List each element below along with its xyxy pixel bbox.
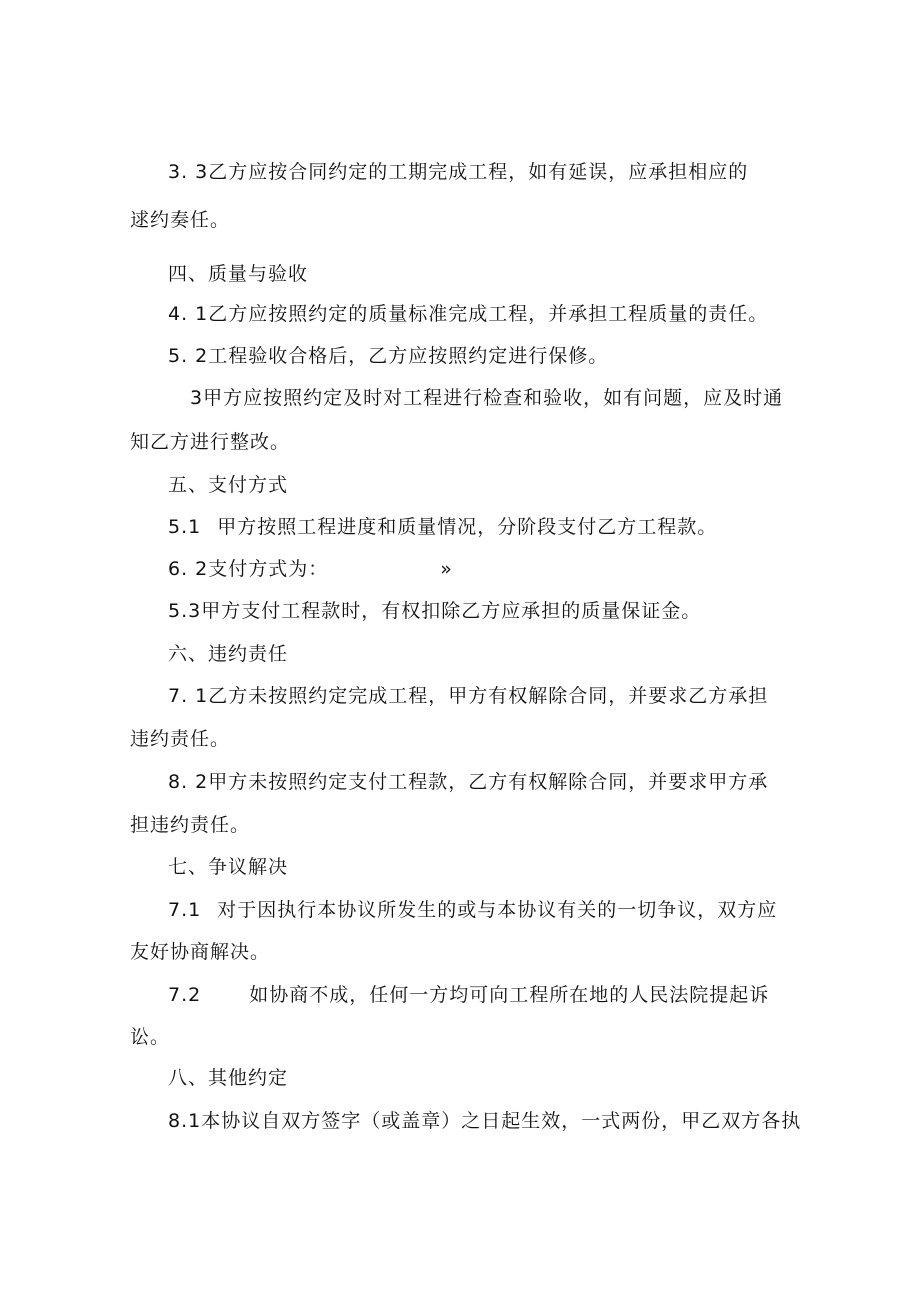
clause-5-3: 5.3甲方支付工程款时，有权扣除乙方应承担的质量保证金。 [168,600,702,622]
clause-4-1: 4. 1乙方应按照约定的质量标准完成工程，并承担工程质量的责任。 [168,303,769,325]
clause-5-2-text: 6. 2支付方式为： [168,558,329,580]
clause-7-2-line-2: 讼。 [130,1026,171,1048]
section-6-heading: 六、违约责任 [168,643,289,665]
clause-6-1-line-1: 7. 1乙方未按照约定完成工程，甲方有权解除合同，并要求乙方承担 [168,685,769,707]
clause-4-3-line-2: 知乙方进行整改。 [130,431,291,453]
clause-5-2-mark: » [440,558,453,580]
section-4-heading: 四、质量与验收 [168,263,309,285]
clause-7-2-line-1 [168,983,769,1007]
clause-6-2-line-1: 8. 2甲方未按照约定支付工程款，乙方有权解除合同，并要求甲方承 [168,771,769,793]
clause-5-1-number: 5.1 [168,516,202,538]
clause-7-2-text: 如协商不成，任何一方均可向工程所在地的人民法院提起诉 [249,984,770,1006]
clause-4-3-line-1: 3甲方应按照约定及时对工程进行检查和验收，如有问题，应及时通 [190,387,784,409]
clause-7-1-text: 对于因执行本协议所发生的或与本协议有关的一切争议，双方应 [217,899,778,921]
section-7-heading: 七、争议解决 [168,856,289,878]
clause-5-2 [168,557,453,581]
clause-4-2: 5. 2工程验收合格后，乙方应按照约定进行保修。 [168,345,609,367]
clause-3-3-line-1: 3. 3乙方应按合同约定的工期完成工程，如有延误，应承担相应的 [168,161,749,183]
clause-5-1 [168,515,717,539]
clause-7-1-line-1 [168,898,777,922]
clause-3-3-line-2: 逑约奏任。 [130,209,231,231]
clause-6-1-line-2: 违约责任。 [130,728,231,750]
clause-7-2-number: 7.2 [168,984,202,1006]
clause-8-1-line-1: 8.1本协议自双方签字（或盖章）之日起生效，一式两份，甲乙双方各执 [168,1110,802,1132]
clause-7-1-number: 7.1 [168,899,202,921]
clause-7-1-line-2: 友好协商解决。 [130,941,271,963]
section-5-heading: 五、支付方式 [168,474,289,496]
clause-6-2-line-2: 担违约责任。 [130,814,251,836]
clause-5-1-text: 甲方按照工程进度和质量情况，分阶段支付乙方工程款。 [217,516,718,538]
section-8-heading: 八、其他约定 [168,1067,289,1089]
